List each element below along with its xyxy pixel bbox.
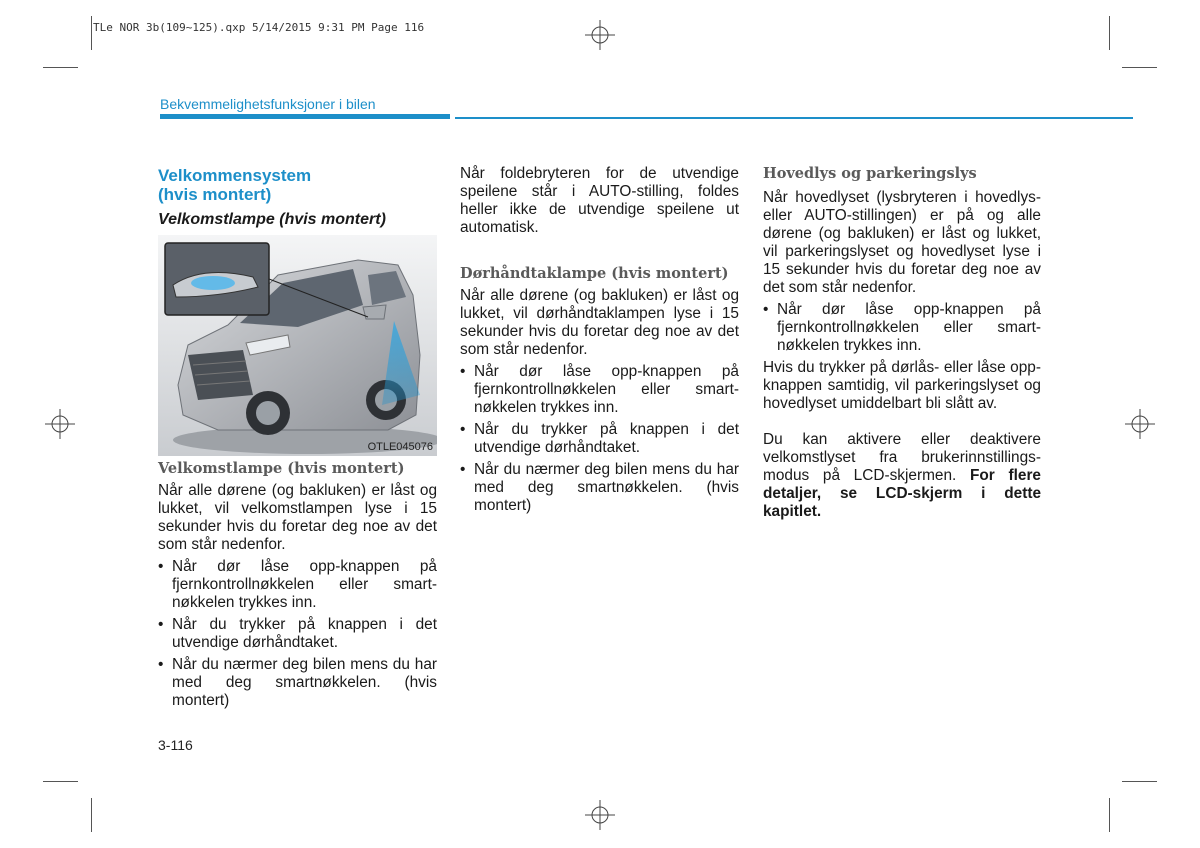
registration-mark-top (585, 20, 615, 50)
headlight-bullets (763, 301, 1041, 355)
headlight-off-paragraph: Hvis du trykker på dørlås- eller låse opp-knappen samtidig, vil parkeringslyset og hovedlyset umiddelbart bli slått av. (763, 359, 1041, 412)
headlight-paragraph: Når hovedlyset (lysbryteren i hovedlys- eller AUTO-stillingen) er på og alle dørene (og bakluken) er låst og lukket, vil parkeringslyset og hovedlyset lyse i 15 sekunder hvis du foretar deg noe av det som står nedenfor. (763, 189, 1041, 296)
lcd-settings-text: Du kan aktivere eller deaktivere velkomstlyset fra brukerinnstillings-modus på LCD-skjermen. (763, 431, 1041, 484)
list-item: • Når dør låse opp-knappen på fjernkontrollnøkkelen eller smart-nøkkelen trykkes inn. (460, 363, 739, 417)
welcome-lamp-heading: Velkomstlampe (hvis montert) (158, 460, 405, 477)
door-handle-lamp-bullets (460, 363, 739, 515)
page-number: 3-116 (158, 737, 193, 753)
figure-code: OTLE045076 (367, 441, 433, 453)
list-item: • Når du trykker på knappen i det utvendige dørhåndtaket. (158, 616, 437, 652)
registration-mark-bottom (585, 800, 615, 830)
print-slug: TLe NOR 3b(109~125).qxp 5/14/2015 9:31 PM Page 116 (93, 21, 425, 34)
registration-mark-right (1125, 409, 1155, 439)
suv-welcome-light-illustration (158, 235, 437, 456)
door-handle-lamp-paragraph: Når alle dørene (og bakluken) er låst og lukket, vil dørhåndtaklampen lyse i 15 sekunder hvis du foretar deg noe av det som står nedenfor. (460, 287, 739, 358)
subsection-title: Velkomstlampe (hvis montert) (158, 211, 386, 228)
lcd-settings-paragraph (763, 431, 1041, 521)
lcd-settings-reference: For flere detaljer, se LCD-skjerm i dette kapitlet. (763, 467, 1041, 520)
registration-mark-left (45, 409, 75, 439)
welcome-lamp-bullets (158, 558, 437, 710)
list-item: • Når du nærmer deg bilen mens du har med deg smartnøkkelen. (hvis montert) (158, 656, 437, 710)
welcome-lamp-paragraph: Når alle dørene (og bakluken) er låst og lukket, vil velkomstlampen lyse i 15 sekunder hvis du foretar deg noe av det som står nedenfor. (158, 482, 437, 553)
headlight-parking-heading: Hovedlys og parkeringslys (763, 165, 977, 182)
car-illustration (158, 235, 437, 456)
door-handle-lamp-heading: Dørhåndtaklampe (hvis montert) (460, 265, 729, 282)
column-1-top (158, 166, 438, 230)
list-item: • Når dør låse opp-knappen på fjernkontrollnøkkelen eller smart-nøkkelen trykkes inn. (158, 558, 437, 612)
column-3 (763, 165, 1041, 521)
mirror-paragraph: Når foldebryteren for de utvendige speilene står i AUTO-stilling, foldes heller ikke de utvendige speilene ut automatisk. (460, 165, 739, 236)
section-title-line1: Velkommensystem (158, 166, 312, 185)
list-item: • Når du trykker på knappen i det utvendige dørhåndtaket. (460, 421, 739, 457)
list-item: • Når dør låse opp-knappen på fjernkontrollnøkkelen eller smart-nøkkelen trykkes inn. (763, 301, 1041, 355)
header-bar (160, 114, 450, 119)
column-2 (460, 165, 739, 515)
section-header: Bekvemmelighetsfunksjoner i bilen (160, 96, 376, 112)
header-rule (455, 117, 1133, 119)
section-title-line2: (hvis montert) (158, 185, 272, 204)
column-1-body (158, 460, 437, 710)
list-item: • Når du nærmer deg bilen mens du har med deg smartnøkkelen. (hvis montert) (460, 461, 739, 515)
